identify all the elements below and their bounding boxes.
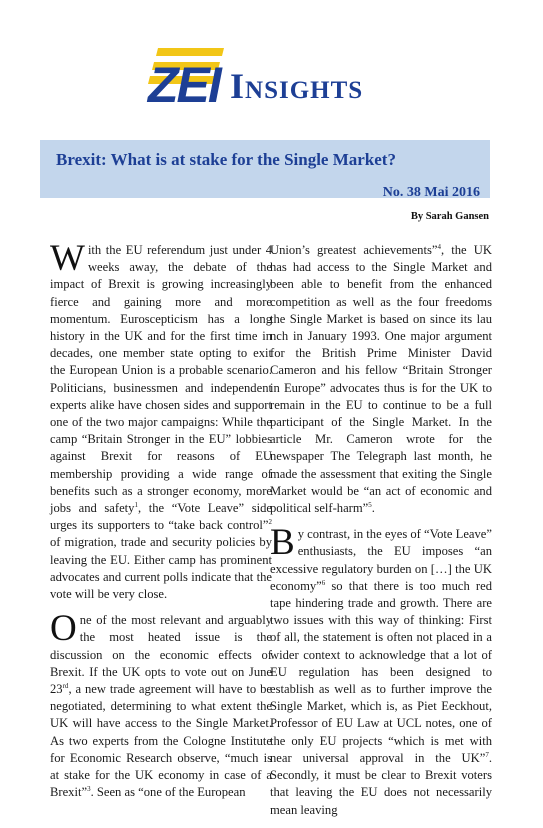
- footnote-ref: 7: [485, 750, 489, 759]
- paragraph-text: , the “Vote Leave” side urges its supporters to “take back control”: [50, 501, 273, 533]
- footnote-ref: 2: [268, 518, 272, 527]
- paragraph: [50, 238, 273, 603]
- footnote-ref: 6: [321, 578, 326, 587]
- paragraph: [50, 608, 272, 801]
- title-banner: [40, 140, 490, 198]
- superscript: rd: [62, 682, 69, 691]
- right-column: [270, 242, 492, 828]
- paragraph-text: , a new trade agreement will have to be negotiated, determining to what extent the UK will have access to the Single Market. As two experts from the Cologne Institute for Economic Research observe, “much is at stake for the UK economy in case of a Brexit”: [50, 682, 272, 800]
- paragraph-text: . Seen as “one of the European: [90, 785, 246, 800]
- paragraph-text: . Secondly, it must be clear to Brexit voters that leaving the EU does not necessarily mean leaving: [270, 750, 492, 817]
- paragraph-text: ith the EU referendum just under 4 weeks away, the debate of the impact of Brexit is growing increasingly fierce and gaining more and more momentum. Euroscepticism has a long history in the UK and for the first time in decades, one member state opting to exit the European Union is a probable scenario. Politicians, businessmen and independent experts alike have chosen sides and support one of the two major campaigns: While the camp “Britain Stronger in the EU” lobbies against Brexit for reasons of EU membership providing a wide range of benefits such as a stronger economy, more jobs and safety: [50, 243, 272, 516]
- footnote-ref: 5: [368, 501, 372, 510]
- paragraph-text: .: [371, 501, 375, 516]
- dropcap: O: [50, 608, 77, 650]
- paragraph-text: , the UK has had access to the Single Market and been able to benefit from the enhanced competition as well as the four freedoms the Single Market is based on since its lau nch in January 1993. One major argument for the British Prime Minister David Cameron and his fellow “Britain Stronger in Europe” advocates thus is for the UK to remain in the EU to continue to be a full participant of the Single Market. In the article Mr. Cameron wrote for the newspaper The Telegraph last month, he made the assessment that exiting the Single Market would be “an act of economic and political self-harm”: [270, 243, 492, 516]
- article-title: Brexit: What is at stake for the Single Market?: [56, 150, 396, 169]
- paragraph-text: of migration, trade and security policies by leaving the EU. Either camp has prominent advocates and current polls indicate that the vote will be very close.: [50, 535, 272, 602]
- paragraph-text: ne of the most relevant and arguably the most heated issue is the discussion on the economic effects of Brexit. If the UK opts to vote out on June 23: [50, 613, 272, 697]
- issue-number: No. 38 Mai 2016: [382, 185, 480, 200]
- dropcap: W: [50, 238, 85, 279]
- paragraph-text: so that there is too much red tape hindering trade and growth. There are two issues with this way of thinking: First of all, the statement is often not placed in a wider context to acknowledge that a lot of EU regulation has been designed to establish as well as to further improve the Single Market, which is, as Piet Eeckhout, Professor of EU Law at UCL notes, one of the only EU projects “which is met with near universal approval in the UK”: [270, 578, 492, 765]
- paragraph-text: y contrast, in the eyes of “Vote Leave” enthusiasts, the EU imposes “an excessive regulatory burden on […] the UK economy”: [270, 527, 492, 593]
- footnote-ref: 4: [437, 243, 441, 251]
- footnote-ref: 1: [134, 501, 138, 510]
- footnote-ref: 3: [87, 785, 91, 794]
- left-column: [50, 238, 273, 811]
- dropcap: B: [270, 522, 295, 564]
- author-byline: By Sarah Gansen: [410, 211, 489, 222]
- zei-logo-text: ZEI: [148, 57, 220, 113]
- paragraph: [270, 242, 492, 517]
- paragraph-text: Union’s greatest achievements”: [270, 243, 438, 257]
- zei-insights-logo: [146, 46, 406, 116]
- paragraph: [270, 522, 492, 818]
- series-title: Insights: [230, 66, 364, 106]
